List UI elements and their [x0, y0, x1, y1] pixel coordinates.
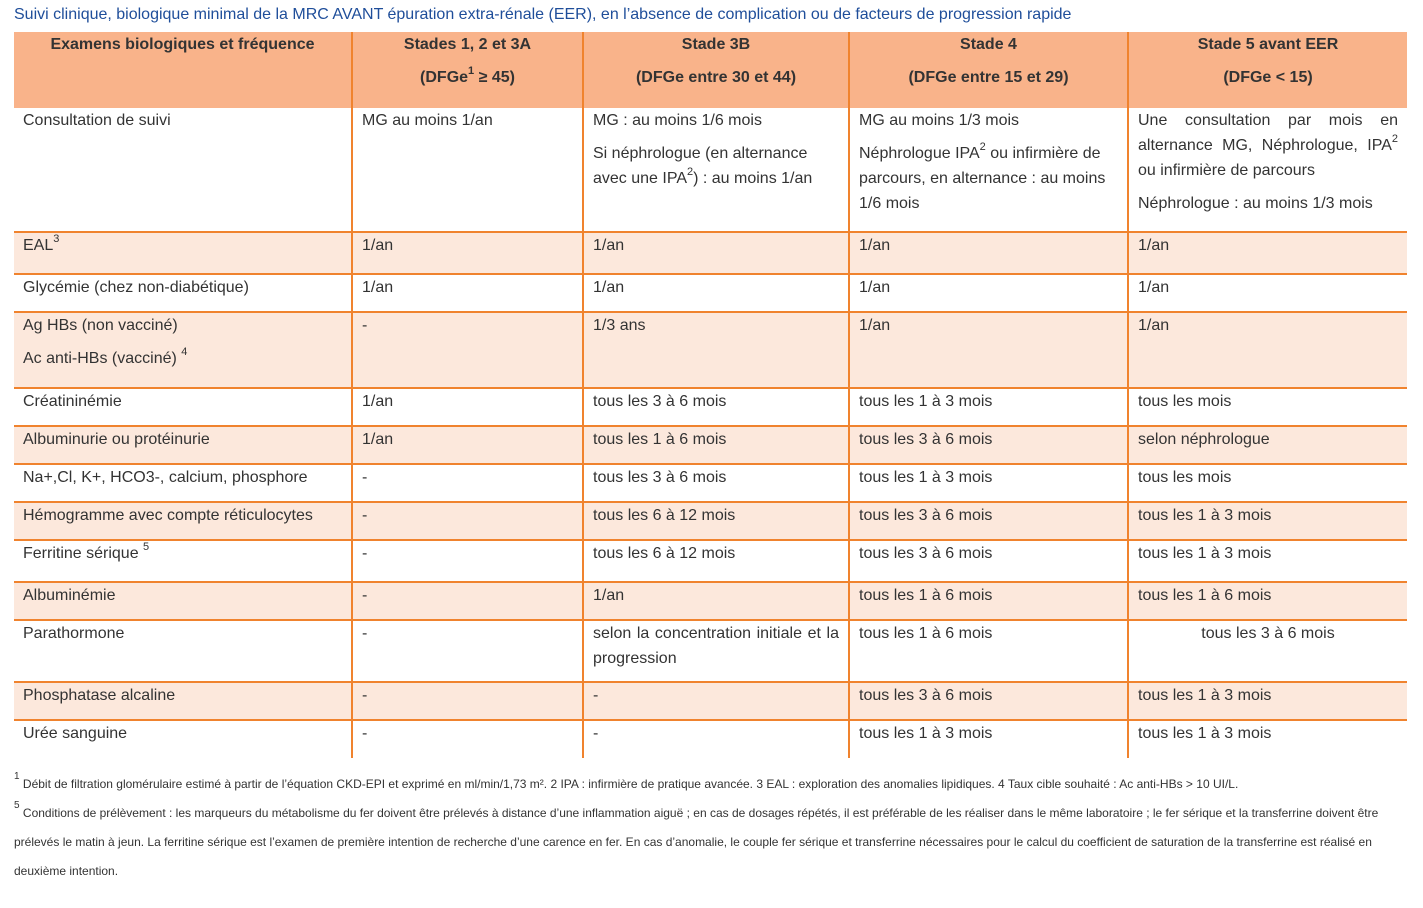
- table-row: [14, 426, 1407, 464]
- cell: tous les 3 à 6 mois: [849, 426, 1128, 464]
- row-label: Urée sanguine: [23, 725, 128, 742]
- table-row: [14, 464, 1407, 502]
- cell: -: [352, 540, 583, 582]
- cell: tous les 3 à 6 mois: [849, 682, 1128, 720]
- cell: 1/an: [849, 232, 1128, 274]
- row-label: Albuminurie ou protéinurie: [23, 431, 210, 448]
- row-label: Ferritine sérique $^5$: [23, 540, 150, 562]
- header-stage-3b: Stade 3B (DFGe entre 30 et 44): [583, 32, 849, 108]
- cell: -: [583, 720, 849, 758]
- cell: MG : au moins 1/6 mois Si néphrologue (en alternance avec une IPA$^2$) : au moins 1/an: [583, 108, 849, 232]
- cell: tous les mois: [1128, 388, 1407, 426]
- table-row: [14, 274, 1407, 312]
- cell: Une consultation par mois en alternance MG, Néphrologue, IPA$^2$ ou infirmière de parcours Néphrologue : au moins 1/3 mois: [1128, 108, 1407, 232]
- cell: -: [352, 464, 583, 502]
- follow-up-table: [14, 32, 1407, 758]
- cell: 1/an: [1128, 232, 1407, 274]
- table-row: [14, 502, 1407, 540]
- cell: tous les 1 à 6 mois: [849, 582, 1128, 620]
- cell: 1/an: [849, 312, 1128, 388]
- row-label: Na+,Cl, K+, HCO3-, calcium, phosphore: [23, 469, 308, 486]
- cell: 1/an: [352, 274, 583, 312]
- cell: tous les 1 à 6 mois: [1128, 582, 1407, 620]
- cell: 1/an: [583, 582, 849, 620]
- header-stage-5: Stade 5 avant EER (DFGe < 15): [1128, 32, 1407, 108]
- cell: -: [583, 682, 849, 720]
- cell: tous les 1 à 3 mois: [1128, 540, 1407, 582]
- table-row: [14, 232, 1407, 274]
- row-label: Albuminémie: [23, 587, 116, 604]
- cell: 1/an: [1128, 274, 1407, 312]
- cell: -: [352, 720, 583, 758]
- cell: -: [352, 502, 583, 540]
- table-row: [14, 540, 1407, 582]
- row-label: Parathormone: [23, 625, 125, 642]
- cell: tous les 6 à 12 mois: [583, 502, 849, 540]
- row-label: Consultation de suivi: [23, 112, 171, 129]
- table-row: [14, 720, 1407, 758]
- header-exams: Examens biologiques et fréquence: [50, 36, 315, 53]
- cell: 1/an: [583, 274, 849, 312]
- cell: tous les 1 à 3 mois: [1128, 720, 1407, 758]
- row-label: Phosphatase alcaline: [23, 687, 176, 704]
- row-label: Ag HBs (non vacciné) Ac anti-HBs (vacciné) $^4$: [23, 317, 188, 367]
- cell: tous les 3 à 6 mois: [583, 388, 849, 426]
- cell: -: [352, 682, 583, 720]
- table-row: [14, 312, 1407, 388]
- row-label: Glycémie (chez non-diabétique): [23, 279, 249, 296]
- cell: tous les 3 à 6 mois: [1128, 620, 1407, 682]
- footnote-1: $^1$ Débit de filtration glomérulaire estimé à partir de l’équation CKD-EPI et exprimé en ml/min/1,73 m². 2 IPA : infirmière de pratique avancée. 3 EAL : exploration des anomalies lipidiques. 4 Taux cible souhaité : Ac anti-HBs > 10 UI/L.: [14, 771, 1239, 791]
- footnote-5: $^5$ Conditions de prélèvement : les marqueurs du métabolisme du fer doivent être prélevés à distance d’une inflammation aiguë ; en cas de dosages répétés, il est préférable de les réaliser dans le même laboratoire ; le fer sérique et la transferrine doivent être prélevés le matin à jeun. La ferritine sérique est l’examen de première intention de recherche d’une carence en fer. En cas d’anomalie, le couple fer sérique et transferrine nécessaires pour le calcul du coefficient de saturation de la transferrine est réalisé en deuxième intention.: [14, 800, 1379, 878]
- table-row: [14, 108, 1407, 232]
- footnotes: [14, 770, 1409, 886]
- cell: 1/an: [352, 388, 583, 426]
- cell: tous les 1 à 6 mois: [583, 426, 849, 464]
- cell: 1/an: [583, 232, 849, 274]
- cell: -: [352, 312, 583, 388]
- row-label: Hémogramme avec compte réticulocytes: [23, 507, 313, 524]
- header-stage-1-3a: Stades 1, 2 et 3A (DFGe$^1$ ≥ 45): [352, 32, 583, 108]
- cell: tous les 6 à 12 mois: [583, 540, 849, 582]
- table-header-row: [14, 32, 1407, 108]
- table-row: [14, 682, 1407, 720]
- cell: 1/an: [352, 426, 583, 464]
- table-row: [14, 620, 1407, 682]
- table-row: [14, 582, 1407, 620]
- cell: 1/an: [1128, 312, 1407, 388]
- cell: MG au moins 1/3 mois Néphrologue IPA$^2$ ou infirmière de parcours, en alternance : au moins 1/6 mois: [849, 108, 1128, 232]
- cell: -: [352, 582, 583, 620]
- cell: tous les 3 à 6 mois: [849, 540, 1128, 582]
- cell: -: [352, 620, 583, 682]
- cell: tous les 1 à 3 mois: [849, 388, 1128, 426]
- cell: tous les 3 à 6 mois: [583, 464, 849, 502]
- cell: tous les mois: [1128, 464, 1407, 502]
- table-row: [14, 388, 1407, 426]
- cell: tous les 1 à 6 mois: [849, 620, 1128, 682]
- cell: tous les 1 à 3 mois: [849, 464, 1128, 502]
- cell: 1/an: [849, 274, 1128, 312]
- cell: MG au moins 1/an: [352, 108, 583, 232]
- cell: tous les 1 à 3 mois: [849, 720, 1128, 758]
- row-label: Créatininémie: [23, 393, 122, 410]
- table-caption: Suivi clinique, biologique minimal de la MRC AVANT épuration extra-rénale (EER), en l’absence de complication ou de facteurs de progression rapide: [14, 6, 1072, 23]
- row-label: EAL$^3$: [23, 232, 60, 254]
- cell: 1/3 ans: [583, 312, 849, 388]
- cell: selon néphrologue: [1128, 426, 1407, 464]
- cell: 1/an: [352, 232, 583, 274]
- cell: tous les 3 à 6 mois: [849, 502, 1128, 540]
- cell: tous les 1 à 3 mois: [1128, 682, 1407, 720]
- header-stage-4: Stade 4 (DFGe entre 15 et 29): [849, 32, 1128, 108]
- cell: tous les 1 à 3 mois: [1128, 502, 1407, 540]
- cell: selon la concentration initiale et la progression: [583, 620, 849, 682]
